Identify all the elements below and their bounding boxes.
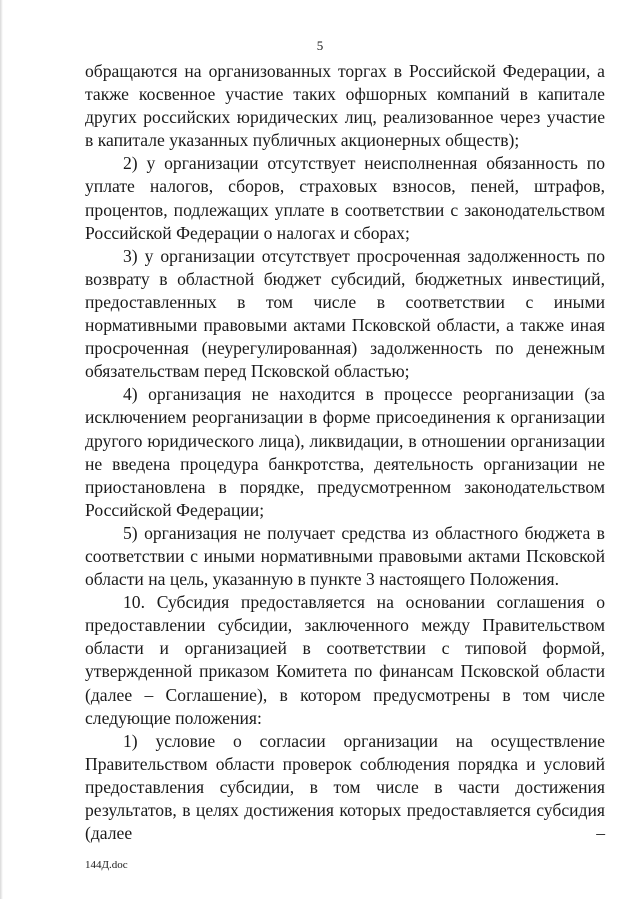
- list-item-3: 3) у организации отсутствует просроченная задолженность по возврату в областной бюджет субсидий, бюджетных инвестиций, предоставленных в том числе в соответствии с иными нормативными правовыми актами Псковской области, а также иная просроченная (неурегулированная) задолженность по денежным обязательствам перед Псковской областью;: [85, 245, 605, 382]
- scan-edge: [0, 0, 3, 899]
- list-item-5: 5) организация не получает средства из областного бюджета в соответствии с иными нормативными правовыми актами Псковской области на цель, указанную в пункте 3 настоящего Положения.: [85, 522, 605, 590]
- page-number: 5: [316, 38, 324, 53]
- list-item-2: 2) у организации отсутствует неисполненная обязанность по уплате налогов, сборов, страховых взносов, пеней, штрафов, процентов, подлежащих уплате в соответствии с законодательством Российской Федерации о налогах и сборах;: [85, 153, 605, 243]
- paragraph-continuation: обращаются на организованных торгах в Российской Федерации, а также косвенное участие таких офшорных компаний в капитале других российских юридических лиц, реализованное через участие в капитале указанных публичных акционерных обществ);: [85, 61, 605, 151]
- document-body: [85, 60, 605, 845]
- file-name-footer: 144Д.doc: [85, 859, 128, 871]
- clause-10: 10. Субсидия предоставляется на основании соглашения о предоставлении субсидии, заключенного между Правительством области и организацией в соответствии с типовой формой, утвержденной приказом Комитета по финансам Псковской области (далее – Соглашение), в котором предусмотрены в том числе следующие положения:: [85, 592, 605, 728]
- clause-10-item-1: 1) условие о согласии организации на осуществление Правительством области проверок соблюдения порядка и условий предоставления субсидии, в том числе в части достижения результатов, в целях достижения которых предоставляется субсидия (далее –: [85, 730, 605, 844]
- list-item-4: 4) организация не находится в процессе реорганизации (за исключением реорганизации в форме присоединения к организации другого юридического лица), ликвидации, в отношении организации не введена процедура банкротства, деятельность организации не приостановлена в порядке, предусмотренном законодательством Российской Федерации;: [85, 384, 605, 520]
